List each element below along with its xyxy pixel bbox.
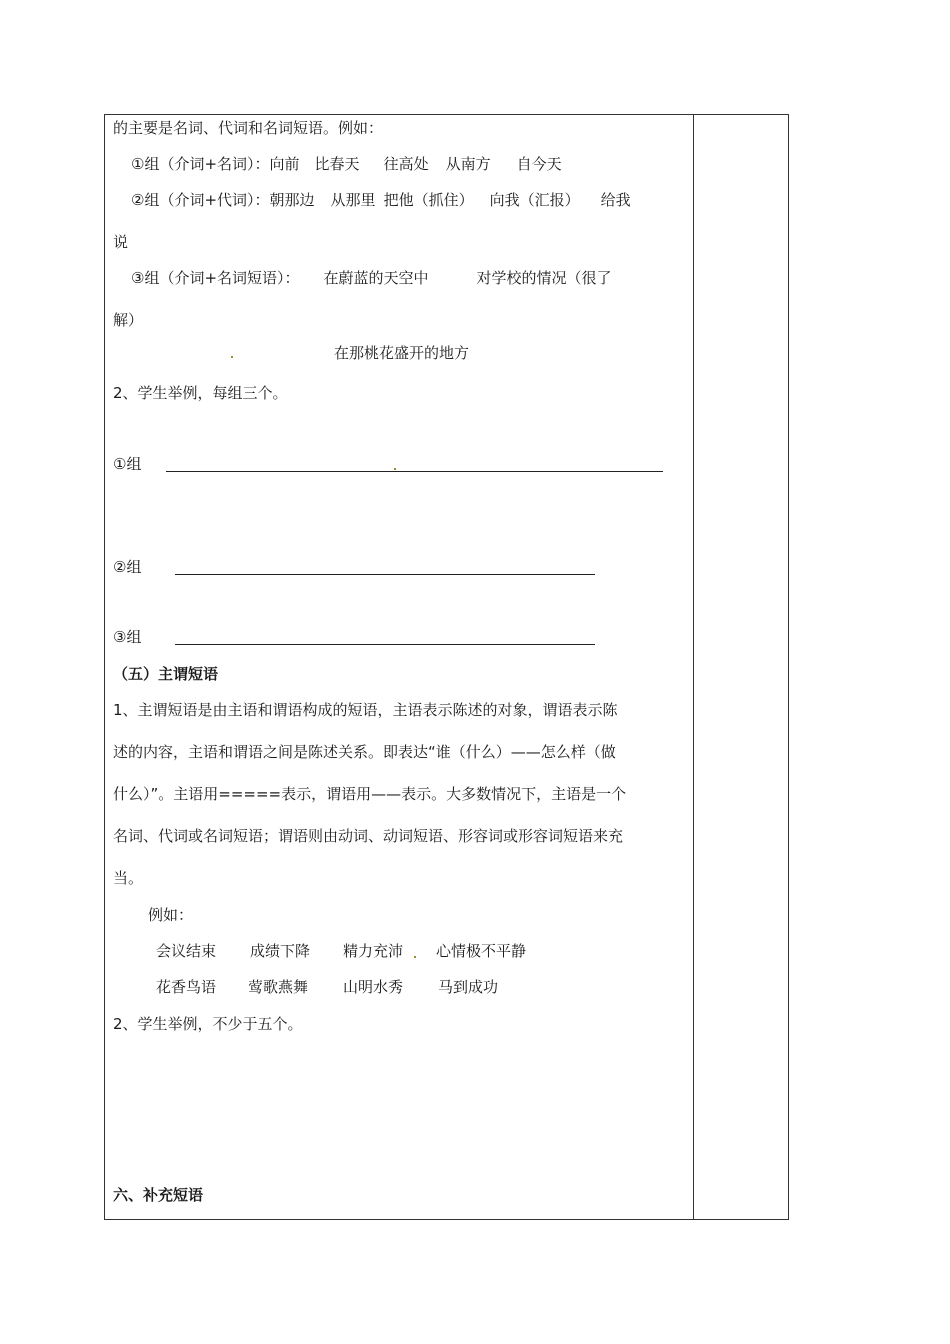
blank-label: ①组 [113,455,142,473]
group1-label: ①组（介词+名词）： [131,155,270,173]
section5-paragraph-line: 当。 [113,869,144,887]
answer-blank-line[interactable] [166,471,663,472]
section5-paragraph-line: 1、主谓短语是由主语和谓语构成的短语，主语表示陈述的对象，谓语表示陈 [113,701,618,719]
group1-item: 向前 [269,155,300,173]
group3-label: ③组（介词+名词短语）： [131,269,300,287]
blank-label: ③组 [113,628,142,646]
section5-paragraph-line: 述的内容，主语和谓语之间是陈述关系。即表达“谁（什么）——怎么样（做 [113,743,616,761]
example-phrase: 山明水秀 [343,978,404,996]
group1-item: 比春天 [314,155,360,173]
group3-wrap-text: 解） [113,311,144,329]
example-phrase: 花香鸟语 [156,978,217,996]
section6-heading: 六、补充短语 [113,1186,204,1204]
group3-example-line [131,268,612,288]
stray-dot [414,956,416,958]
answer-blank-line[interactable] [175,574,595,575]
examples-row [156,977,498,997]
group2-label: ②组（介词+代词）： [131,191,270,209]
section5-task-text: 2、学生举例，不少于五个。 [113,1015,303,1033]
section5-paragraph-line: 什么）”。主语用=====表示，谓语用——表示。大多数情况下，主语是一个 [113,785,627,803]
example-phrase: 马到成功 [438,978,499,996]
group3-extra-example: 在那桃花盛开的地方 [334,344,470,362]
answer-blank-line[interactable] [175,644,595,645]
stray-dot [394,468,396,470]
group1-item: 从南方 [445,155,491,173]
example-phrase: 莺歌燕舞 [248,978,309,996]
example-phrase: 心情极不平静 [436,942,527,960]
example-phrase: 精力充沛 [343,942,404,960]
example-label: 例如： [148,906,194,924]
example-phrase: 成绩下降 [250,942,311,960]
examples-row [156,941,526,961]
table-column-divider [693,114,694,1220]
stray-dot [231,356,233,358]
group2-wrap-text: 说 [113,233,129,251]
blank-label: ②组 [113,558,142,576]
section5-paragraph-line: 名词、代词或名词短语；谓语则由动词、动词短语、形容词或形容词短语来充 [113,827,624,845]
group2-item: 从那里 [330,191,376,209]
group2-item: 把他（抓住） [383,191,474,209]
group1-example-line [131,154,562,174]
section5-heading: （五）主谓短语 [113,665,219,683]
group2-item: 向我（汇报） [489,191,580,209]
intro-tail-text: 的主要是名词、代词和名词短语。例如： [113,119,384,137]
group1-item: 往高处 [383,155,429,173]
example-phrase: 会议结束 [156,942,217,960]
group1-item: 自今天 [516,155,562,173]
group3-item: 对学校的情况（很了 [476,269,612,287]
group2-example-line [131,190,631,210]
group2-item: 朝那边 [269,191,315,209]
group2-item: 给我 [600,191,631,209]
prepositional-task-text: 2、学生举例，每组三个。 [113,384,288,402]
group3-item: 在蔚蓝的天空中 [323,269,429,287]
